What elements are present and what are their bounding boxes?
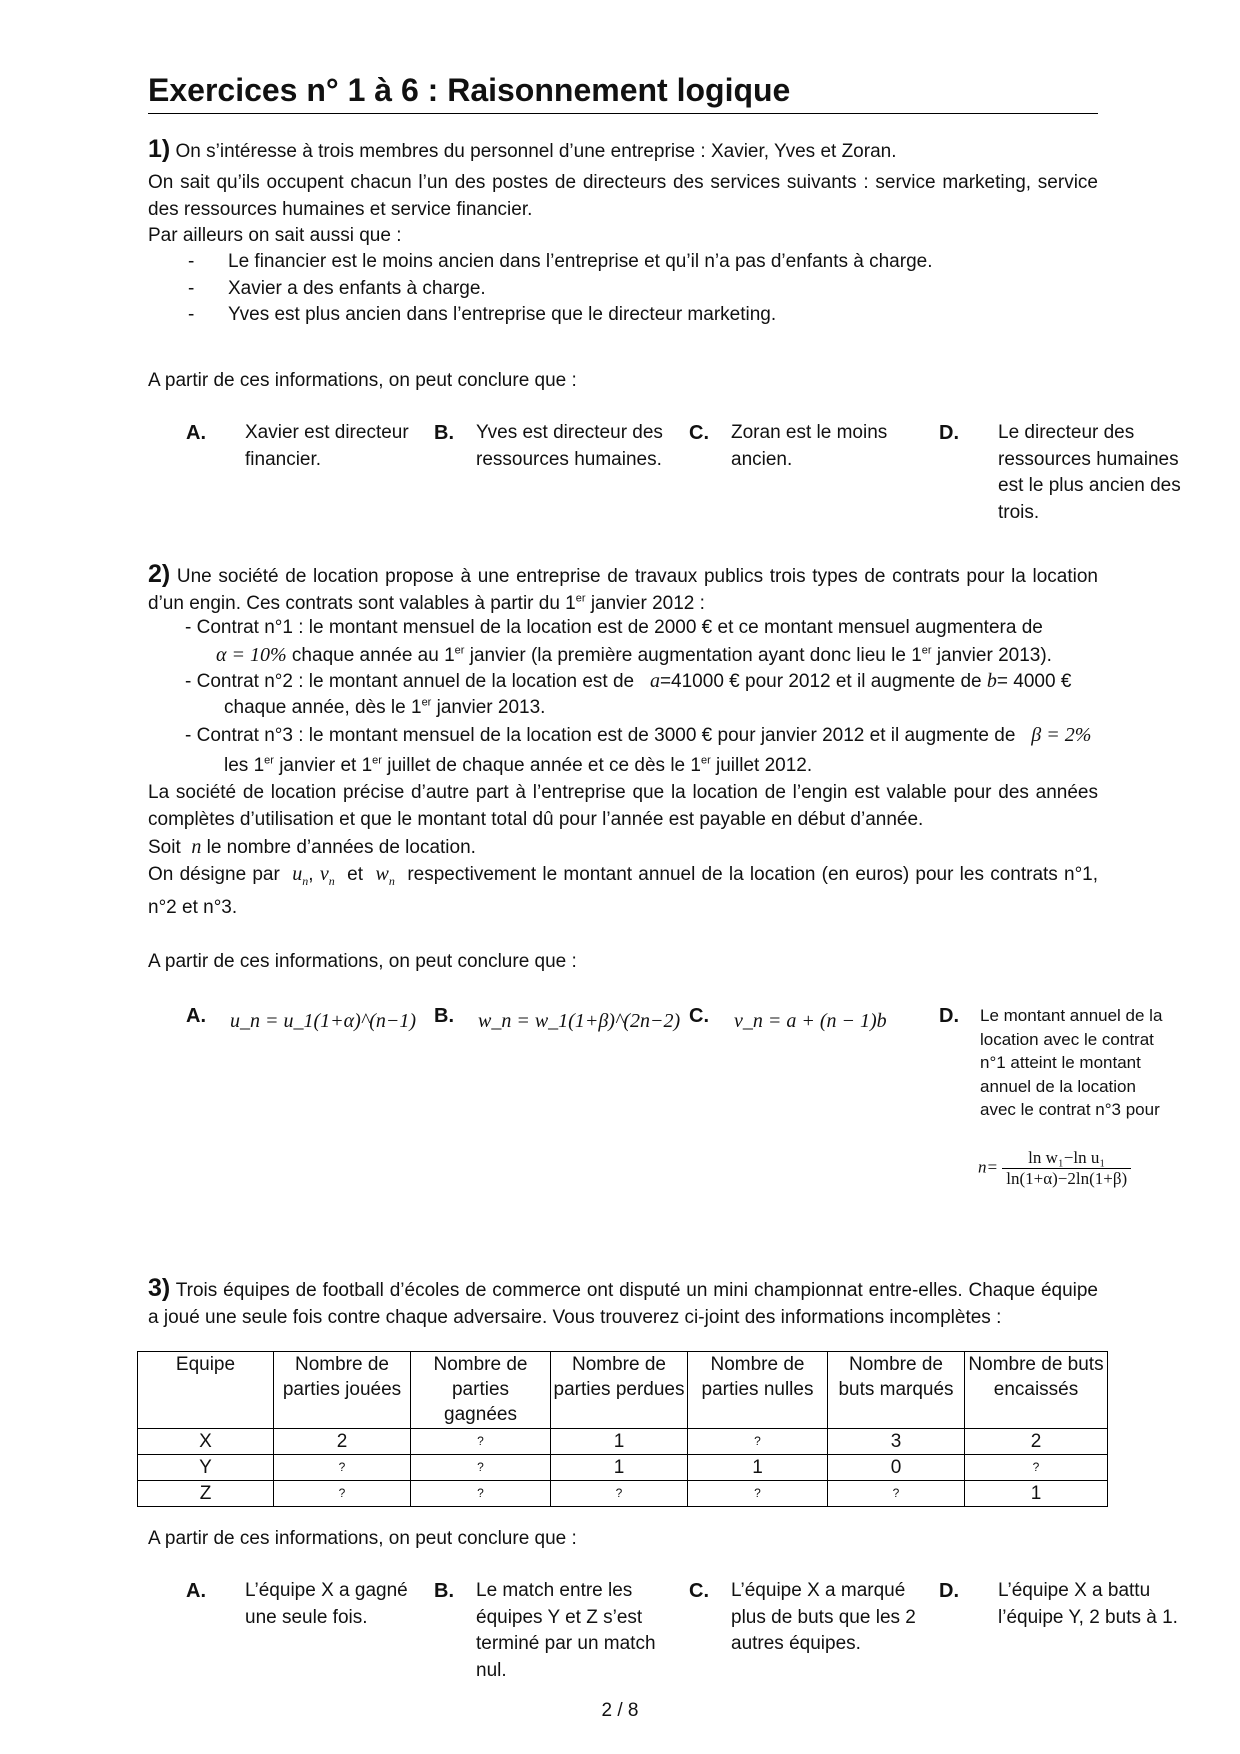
q3-option-c[interactable]: L’équipe X a marqué plus de buts que les 2 autres équipes.	[731, 1580, 916, 1654]
q3-option-a-letter: A.	[186, 1580, 206, 1602]
q2-option-d[interactable]: Le montant annuel de la location avec le contrat n°1 atteint le montant annuel de la location avec le contrat n°3 pour	[980, 1006, 1163, 1119]
q1-option-a-letter: A.	[186, 422, 206, 444]
q3-option-c-letter: C.	[689, 1580, 709, 1602]
q2-conclude: A partir de ces informations, on peut conclure que :	[148, 951, 577, 972]
q3-option-a[interactable]: L’équipe X a gagné une seule fois.	[245, 1580, 408, 1628]
table-row	[138, 1455, 1108, 1481]
q3-number: 3)	[148, 1274, 171, 1302]
q1-line2: On sait qu’ils occupent chacun l’un des postes de directeurs des services suivants : service marketing, service des ressources humaines et service financier.	[148, 172, 1098, 220]
table-cell: X	[138, 1429, 274, 1455]
col-header: Nombre de buts marqués	[828, 1352, 965, 1429]
table-cell: ?	[411, 1481, 551, 1507]
q1-option-a[interactable]: Xavier est directeur financier.	[245, 422, 409, 470]
q1-number: 1)	[148, 135, 171, 163]
table-cell: ?	[274, 1455, 411, 1481]
table-row	[138, 1481, 1108, 1507]
table-cell: ?	[688, 1429, 828, 1455]
q2-option-d-letter: D.	[939, 1005, 959, 1027]
table-cell: ?	[274, 1481, 411, 1507]
q3-conclude: A partir de ces informations, on peut conclure que :	[148, 1528, 577, 1549]
q2-contract-2: - Contrat n°2 : le montant annuel de la location est de a=41000 € pour 2012 et il augmente de b= 4000 €	[185, 670, 1072, 692]
table-row	[138, 1429, 1108, 1455]
table-cell: 1	[551, 1429, 688, 1455]
table-cell: 0	[828, 1455, 965, 1481]
table-cell: Z	[138, 1481, 274, 1507]
q3-option-b[interactable]: Le match entre les équipes Y et Z s’est terminé par un match nul.	[476, 1580, 656, 1681]
table-cell: ?	[828, 1481, 965, 1507]
col-header: Nombre de buts encaissés	[965, 1352, 1108, 1429]
table-cell: ?	[965, 1455, 1108, 1481]
q2-contract-1-cont: α = 10% chaque année au 1er janvier (la première augmentation ayant donc lieu le 1er janvier 2013).	[216, 644, 1052, 666]
q1-conclude: A partir de ces informations, on peut conclure que :	[148, 370, 577, 391]
q3-option-d-letter: D.	[939, 1580, 959, 1602]
q2-intro: 2) Une société de location propose à une entreprise de travaux publics trois types de contrats pour la location d’un engin. Ces contrats sont valables à partir du 1er janvier 2012 :	[148, 560, 1099, 614]
q1-bullet: - Yves est plus ancien dans l’entreprise que le directeur marketing.	[188, 304, 777, 325]
results-table	[137, 1351, 1108, 1507]
q2-contract-3: - Contrat n°3 : le montant mensuel de la location est de 3000 € pour janvier 2012 et il augmente de β = 2%	[185, 724, 1092, 746]
table-cell: 2	[274, 1429, 411, 1455]
table-cell: 1	[551, 1455, 688, 1481]
col-header: Nombre de parties gagnées	[411, 1352, 551, 1429]
q3-option-b-letter: B.	[434, 1580, 454, 1602]
q1-option-b[interactable]: Yves est directeur des ressources humaines.	[476, 422, 663, 470]
q2-option-b-letter: B.	[434, 1005, 454, 1027]
page-number: 2 / 8	[601, 1700, 639, 1721]
q1-line3: Par ailleurs on sait aussi que :	[148, 225, 402, 246]
q1-intro: 1) On s’intéresse à trois membres du personnel d’une entreprise : Xavier, Yves et Zoran.	[148, 135, 897, 163]
col-header: Equipe	[138, 1352, 274, 1429]
q1-option-c-letter: C.	[689, 422, 709, 444]
q1-option-d-letter: D.	[939, 422, 959, 444]
col-header: Nombre de parties perdues	[551, 1352, 688, 1429]
q2-contract-3-cont: les 1er janvier et 1er juillet de chaque année et ce dès le 1er juillet 2012.	[224, 754, 813, 776]
q2-paragraph-2: Soit n le nombre d’années de location.	[148, 836, 476, 858]
q2-option-a[interactable]: u_n = u_1(1+α)^(n−1)	[230, 1010, 417, 1032]
q2-number: 2)	[148, 560, 171, 588]
q2-paragraph-3: On désigne par $u_n$, $v_n$ et $w_n$ respectivement le montant annuel de la location (en euros) pour les contrats n°1, n°2 et n°3.	[148, 863, 1099, 918]
q2-option-c-letter: C.	[689, 1005, 709, 1027]
q1-option-c[interactable]: Zoran est le moins ancien.	[731, 422, 888, 470]
table-cell: ?	[688, 1481, 828, 1507]
table-cell: 1	[965, 1481, 1108, 1507]
col-header: Nombre de parties jouées	[274, 1352, 411, 1429]
q2-paragraph-1: La société de location précise d’autre part à l’entreprise que la location de l’engin est valable pour des années complètes d’utilisation et que le montant total dû pour l’année est payable en début d’année.	[148, 782, 1098, 830]
q2-contract-2-cont: chaque année, dès le 1er janvier 2013.	[224, 696, 546, 718]
col-header: Nombre de parties nulles	[688, 1352, 828, 1429]
table-cell: 2	[965, 1429, 1108, 1455]
q2-option-d-formula: n= $\frac{\text{ln w₁−ln u₁}}{\ln(1+\alpha)-2\ln(1+\beta)}$	[978, 1148, 1131, 1189]
q2-option-a-letter: A.	[186, 1005, 206, 1027]
table-cell: ?	[411, 1429, 551, 1455]
table-cell: ?	[551, 1481, 688, 1507]
q3-intro: 3) Trois équipes de football d’écoles de commerce ont disputé un mini championnat entre-elles. Chaque équipe a joué une seule fois contre chaque adversaire. Vous trouverez ci-joint des informations incomplètes :	[148, 1274, 1098, 1328]
q1-option-d[interactable]: Le directeur des ressources humaines est le plus ancien des trois.	[998, 422, 1181, 523]
q2-option-b[interactable]: w_n = w_1(1+β)^(2n−2)	[478, 1010, 681, 1032]
q1-bullet: - Le financier est le moins ancien dans l’entreprise et qu’il n’a pas d’enfants à charge.	[188, 251, 933, 272]
q1-option-b-letter: B.	[434, 422, 454, 444]
table-cell: 3	[828, 1429, 965, 1455]
q2-option-c[interactable]: v_n = a + (n − 1)b	[734, 1010, 887, 1032]
table-cell: 1	[688, 1455, 828, 1481]
q3-option-d[interactable]: L’équipe X a battu l’équipe Y, 2 buts à 1.	[998, 1580, 1178, 1628]
page-title: Exercices n° 1 à 6 : Raisonnement logique	[148, 72, 1098, 114]
table-cell: Y	[138, 1455, 274, 1481]
q1-bullets	[148, 249, 1098, 329]
table-cell: ?	[411, 1455, 551, 1481]
table-header-row	[138, 1352, 1108, 1429]
q1-bullet: - Xavier a des enfants à charge.	[188, 277, 486, 299]
q2-contract-1: - Contrat n°1 : le montant mensuel de la location est de 2000 € et ce montant mensuel augmentera de	[185, 617, 1043, 638]
